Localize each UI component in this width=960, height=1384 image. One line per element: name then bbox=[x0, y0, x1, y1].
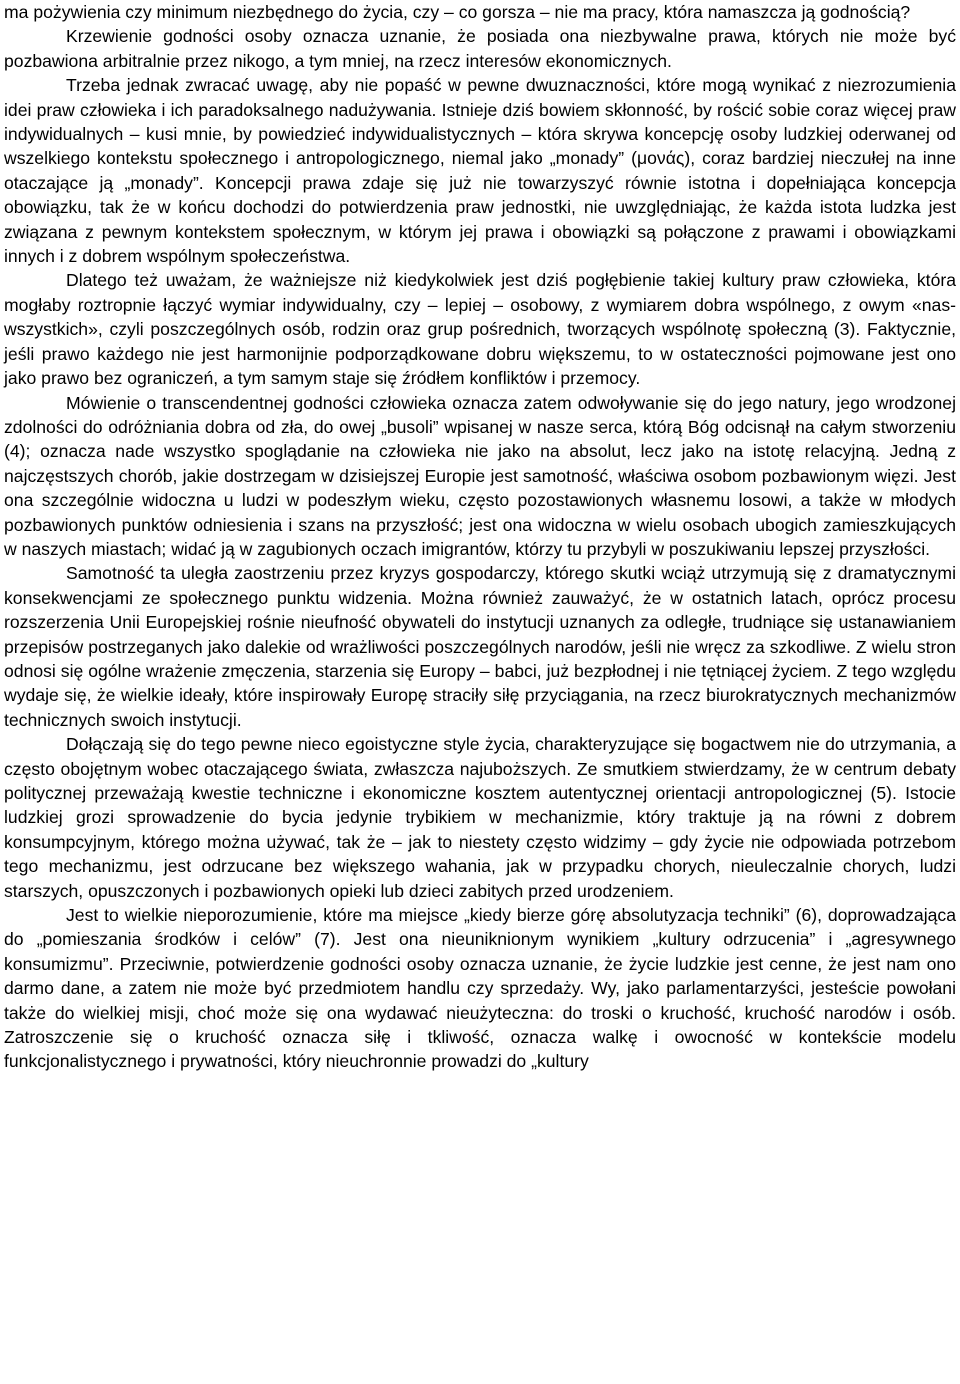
paragraph-4: Dlatego też uważam, że ważniejsze niż kiedykolwiek jest dziś pogłębienie takiej kultury praw człowieka, która mogłaby roztropnie łączyć wymiar indywidualny, czy – lepiej – osobowy, z wymiarem dobra wspólnego, z owym «nas-wszystkich», czyli poszczególnych osób, rodzin oraz grup pośrednich, tworzących wspólnotę społeczną (3). Faktycznie, jeśli prawo każdego nie jest harmonijnie podporządkowane dobru większemu, to w ostateczności pojmowane jest ono jako prawo bez ograniczeń, a tym samym staje się źródłem konfliktów i przemocy. bbox=[4, 270, 956, 389]
paragraph-3: Trzeba jednak zwracać uwagę, aby nie popaść w pewne dwuznaczności, które mogą wynikać z niezrozumienia idei praw człowieka i ich paradoksalnego nadużywania. Istnieje dziś bowiem skłonność, by rościć sobie coraz więcej praw indywidualnych – kusi mnie, by powiedzieć indywidualistycznych – która skrywa koncepcję osoby ludzkiej oderwanej od wszelkiego kontekstu społecznego i antropologicznego, niemal jako „monady” (μονάς), coraz bardziej nieczułej na inne otaczające ją „monady”. Koncepcji prawa zdaje się już nie towarzyszyć równie istotna i dopełniająca koncepcja obowiązku, tak że w końcu dochodzi do potwierdzenia praw jednostki, nie uwzględniając, że każda istota ludzka jest związana z pewnym kontekstem społecznym, w którym jej prawa i obowiązki są połączone z prawami i obowiązkami innych i z dobrem wspólnym społeczeństwa. bbox=[4, 75, 956, 267]
paragraph-7: Dołączają się do tego pewne nieco egoistyczne style życia, charakteryzujące się bogactwem nie do utrzymania, a często obojętnym wobec otaczającego świata, zwłaszcza najuboższych. Ze smutkiem stwierdzamy, że w centrum debaty politycznej przeważają kwestie techniczne i ekonomiczne kosztem autentycznej orientacji antropologicznej (5). Istocie ludzkiej grozi sprowadzenie do bycia jedynie trybikiem w mechanizmie, który traktuje ją na równi z dobrem konsumpcyjnym, którego można używać, tak że – jak to niestety często widzimy – gdy życie nie odpowiada potrzebom tego mechanizmu, jest odrzucane bez większego wahania, jak w przypadku chorych, nieuleczalnie chorych, ludzi starszych, opuszczonych i pozbawionych opieki lub dzieci zabitych przed urodzeniem. bbox=[4, 734, 956, 901]
document-page bbox=[4, 0, 956, 1074]
paragraph-1: ma pożywienia czy minimum niezbędnego do życia, czy – co gorsza – nie ma pracy, która namaszcza ją godnością? bbox=[4, 2, 911, 22]
paragraph-2: Krzewienie godności osoby oznacza uznanie, że posiada ona niezbywalne prawa, których nie może być pozbawiona arbitralnie przez nikogo, a tym mniej, na rzecz interesów ekonomicznych. bbox=[4, 26, 956, 71]
paragraph-5: Mówienie o transcendentnej godności człowieka oznacza zatem odwoływanie się do jego natury, jego wrodzonej zdolności do odróżniania dobra od zła, do owej „busoli” wpisanej w nasze serca, którą Bóg odcisnął na całym stworzeniu (4); oznacza nade wszystko spoglądanie na człowieka nie jako na absolut, lecz jako na istotę relacyjną. Jedną z najczęstszych chorób, jakie dostrzegam w dzisiejszej Europie jest samotność, właściwa osobom pozbawionym więzi. Jest ona szczególnie widoczna u ludzi w podeszłym wieku, często pozostawionych własnemu losowi, a także w młodych pozbawionych punktów odniesienia i szans na przyszłość; jest ona widoczna w wielu osobach ubogich zamieszkujących w naszych miastach; widać ją w zagubionych oczach imigrantów, którzy tu przybyli w poszukiwaniu lepszej przyszłości. bbox=[4, 392, 956, 559]
paragraph-6: Samotność ta uległa zaostrzeniu przez kryzys gospodarczy, którego skutki wciąż utrzymują się z dramatycznymi konsekwencjami ze społecznego punktu widzenia. Można również zauważyć, że w ostatnich latach, oprócz procesu rozszerzenia Unii Europejskiej rośnie nieufność obywateli do instytucji uznanych za odległe, trudniące się ustanawianiem przepisów postrzeganych jako dalekie od wrażliwości poszczególnych narodów, jeśli nie wręcz za szkodliwe. Z wielu stron odnosi się ogólne wrażenie zmęczenia, starzenia się Europy – babci, już bezpłodnej i nie tętniącej życiem. Z tego względu wydaje się, że wielkie ideały, które inspirowały Europę straciły siłę przyciągania, na rzecz biurokratycznych mechanizmów technicznych swoich instytucji. bbox=[4, 563, 956, 730]
paragraph-8: Jest to wielkie nieporozumienie, które ma miejsce „kiedy bierze górę absolutyzacja techniki” (6), doprowadzająca do „pomieszania środków i celów” (7). Jest ona nieuniknionym wynikiem „kultury odrzucenia” i „agresywnego konsumizmu”. Przeciwnie, potwierdzenie godności osoby oznacza uznanie, że życie ludzkie jest cenne, że jest nam ono darmo dane, a zatem nie może być przedmiotem handlu czy sprzedaży. Wy, jako parlamentarzyści, jesteście powołani także do wielkiej misji, choć może się ona wydawać nieużyteczna: do troski o kruchość, kruchość narodów i osób. Zatroszczenie się o kruchość oznacza siłę i tkliwość, oznacza walkę i owocność w kontekście modelu funkcjonalistycznego i prywatności, który nieuchronnie prowadzi do „kultury bbox=[4, 905, 956, 1072]
